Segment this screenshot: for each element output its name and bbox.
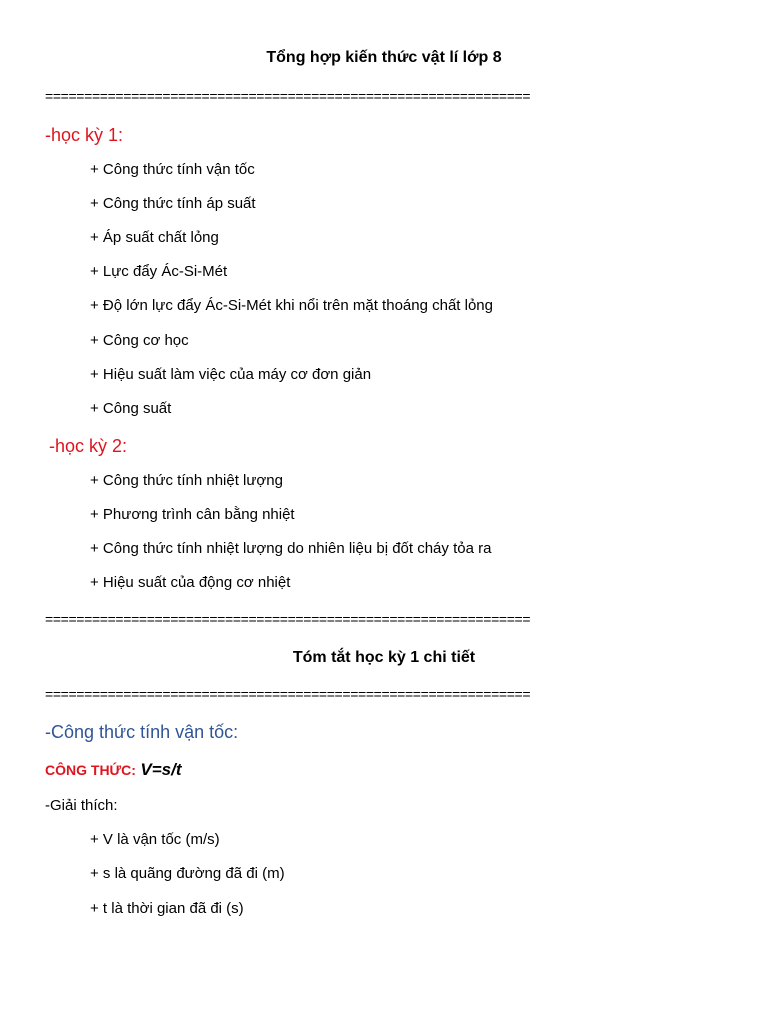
list-item: + Công thức tính vận tốc [90,161,255,178]
list-item: + Công suất [90,400,172,417]
list-item: + Công cơ học [90,332,189,349]
list-item: + t là thời gian đã đi (s) [90,900,244,917]
list-item: + Áp suất chất lỏng [90,229,219,246]
list-item: + V là vận tốc (m/s) [90,831,220,848]
list-item: + Hiệu suất của động cơ nhiệt [90,574,291,591]
list-item: + Độ lớn lực đẩy Ác-Si-Mét khi nổi trên mặt thoáng chất lỏng [90,297,493,314]
separator-line: ============================================================== [45,88,531,104]
formula-value: V=s/t [140,760,182,779]
list-item: + s là quãng đường đã đi (m) [90,865,285,882]
list-item: + Lực đẩy Ác-Si-Mét [90,263,228,280]
separator-line: ============================================================== [45,686,531,702]
semester2-heading: -học kỳ 2: [49,436,128,456]
summary-title: Tóm tắt học kỳ 1 chi tiết [292,649,476,666]
list-item: + Công thức tính nhiệt lượng [90,472,283,489]
document-title: Tổng hợp kiến thức vật lí lớp 8 [266,49,502,66]
explanation-label: -Giải thích: [45,797,118,814]
separator-line: ============================================================== [45,611,531,627]
list-item: + Hiệu suất làm việc của máy cơ đơn giản [90,366,372,383]
formula-label: CÔNG THỨC: [45,762,136,778]
topic-heading: -Công thức tính vận tốc: [45,722,239,742]
list-item: + Phương trình cân bằng nhiệt [90,506,295,523]
formula-line [45,760,182,780]
list-item: + Công thức tính áp suất [90,195,256,212]
semester1-heading: -học kỳ 1: [45,125,124,145]
list-item: + Công thức tính nhiệt lượng do nhiên liệu bị đốt cháy tỏa ra [90,540,492,557]
